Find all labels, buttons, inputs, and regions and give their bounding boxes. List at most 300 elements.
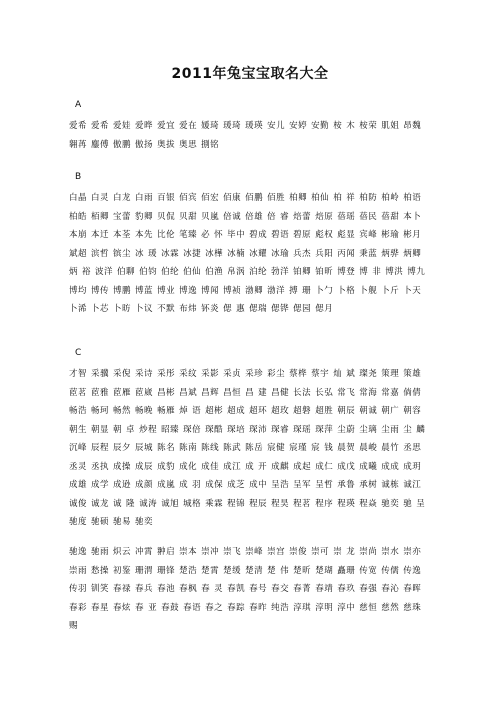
name-token: 程锦 [227, 498, 246, 509]
name-token: 畅雁 [157, 406, 176, 416]
name-token: 偲月 [315, 304, 334, 314]
name-token: 春池 [157, 584, 176, 594]
name-token: 卓 [126, 424, 136, 435]
name-token: 春强 [359, 584, 378, 594]
section-b [69, 169, 435, 319]
name-token: 珊渭 [135, 565, 154, 576]
name-token: 炒程 [139, 424, 158, 435]
name-token: 春交 [271, 584, 290, 594]
name-token: 卜议 [135, 304, 154, 314]
name-token: 程昊 [271, 498, 290, 509]
name-list [69, 189, 435, 319]
name-token: 呈哲 [315, 480, 334, 490]
name-token: 安勤 [311, 121, 330, 131]
name-token: 茝雁 [113, 387, 132, 398]
name-token: 春号 [249, 584, 268, 594]
name-token: 朝诚 [359, 406, 378, 416]
name-token: 碧成 [249, 230, 268, 240]
name-token: 偲园 [293, 304, 312, 314]
name-token: 承树 [359, 480, 378, 490]
name-token: 成操 [113, 461, 132, 472]
name-token: 琛萍 [315, 424, 334, 435]
name-token: 崇 [333, 547, 343, 557]
name-token: 佰宾 [179, 193, 198, 203]
name-token: 博闻 [201, 285, 220, 296]
name-token: 呈 [416, 498, 426, 509]
name-token: 冰 [135, 248, 145, 259]
name-token: 驰奕 [381, 498, 400, 509]
name-token: 慈然 [381, 602, 400, 613]
name-token: 博传 [91, 285, 110, 296]
name-token: 春禄 [113, 584, 132, 594]
name-token: 楚清 [245, 565, 264, 576]
name-token: 畅珂 [91, 406, 110, 416]
name-token: 陈线 [201, 443, 220, 453]
name-token: 白晶 [69, 193, 88, 203]
name-token: 陈南 [179, 443, 198, 453]
name-token: 斌 [346, 369, 356, 379]
name-token: 蔡宇 [311, 369, 330, 379]
name-token: 成起 [293, 461, 312, 472]
name-token: 朝显 [91, 424, 110, 435]
name-token: 伯纶 [161, 267, 180, 277]
name-token: 尘蔚 [337, 424, 356, 435]
name-token: 贝侃 [157, 211, 176, 222]
name-token: 淳中 [337, 602, 356, 613]
name-token: 木 [346, 121, 356, 131]
name-token: 朝容 [403, 406, 422, 416]
name-token: 睿 [280, 211, 290, 222]
name-token: 淳琪 [293, 602, 312, 613]
name-token: 春 [135, 602, 145, 613]
name-token: 崇飞 [223, 547, 242, 557]
name-token: 珊锋 [157, 565, 176, 576]
name-token: 傲鹏 [113, 139, 132, 150]
name-token: 柏语 [403, 193, 422, 203]
name-token: 崇本 [179, 547, 198, 557]
name-token: 采影 [201, 369, 220, 379]
name-token: 传逸 [403, 565, 422, 576]
name-token: 春踪 [227, 602, 246, 613]
name-token: 语 [192, 406, 202, 416]
name-token: 博洪 [385, 267, 404, 277]
name-token: 沉峰 [69, 443, 88, 453]
name-token: 楚瑚 [315, 565, 334, 576]
name-token: 渤卿 [245, 285, 264, 296]
name-token: 朝广 [381, 406, 400, 416]
name-token: 白雨 [135, 193, 154, 203]
name-token: 博蓝 [135, 285, 154, 296]
name-token: 倘倩 [403, 387, 422, 398]
name-token: 驰度 [69, 517, 88, 527]
name-token: 崇雨 [69, 565, 88, 576]
name-token: 炽云 [113, 547, 132, 557]
name-token: 崇宫 [267, 547, 286, 557]
name-token: 钱 [324, 443, 334, 453]
name-token: 乘霖 [205, 498, 224, 509]
name-token: 采诗 [135, 369, 154, 379]
name-token: 羽 [192, 480, 202, 490]
name-token: 春兵 [135, 584, 154, 594]
name-token: 兵杰 [293, 248, 312, 259]
name-token: 斌超 [69, 248, 88, 259]
name-token: 佰胜 [267, 193, 286, 203]
name-token: 开 [258, 461, 268, 472]
name-token: 惠 [236, 304, 246, 314]
name-token: 驰奕 [135, 517, 154, 527]
name-token: 奥拔 [157, 139, 176, 150]
name-token: 春彩 [69, 602, 88, 613]
name-token: 春靖 [315, 584, 334, 594]
name-token: 成佳 [201, 461, 220, 472]
name-token: 辰城 [135, 443, 154, 453]
name-token: 秉蓝 [359, 248, 378, 259]
name-token: 本卜 [403, 211, 422, 222]
name-token: 春晖 [403, 584, 422, 594]
name-token: 桉 [333, 121, 343, 131]
section-a [69, 97, 435, 154]
name-token: 昌彬 [157, 387, 176, 398]
name-token: 渤洋 [267, 285, 286, 296]
name-token: 承鲁 [337, 480, 356, 490]
name-token: 崇峰 [245, 547, 264, 557]
name-token: 辰夕 [113, 443, 132, 453]
name-token: 愁操 [91, 565, 110, 576]
name-token: 崇亦 [403, 547, 422, 557]
name-token: 诚 [113, 498, 123, 509]
name-token: 超环 [249, 406, 268, 416]
name-token: 超成 [227, 406, 246, 416]
name-token: 昌恒 [223, 387, 242, 398]
name-token: 冲霄 [135, 547, 154, 557]
name-token: 成仁 [315, 461, 334, 472]
name-token: 翀启 [157, 547, 176, 557]
name-token: 倍诚 [223, 211, 242, 222]
name-token: 爱在 [179, 121, 198, 131]
name-token: 尘璃 [359, 424, 378, 435]
name-token: 冰捷 [183, 248, 202, 259]
name-token: 陈岳 [245, 443, 264, 453]
name-token: 宸健 [267, 443, 286, 453]
name-token: 伯钧 [139, 267, 158, 277]
name-token: 琛睿 [271, 424, 290, 435]
name-token: 成雄 [69, 480, 88, 490]
name-token: 茝茗 [69, 387, 88, 398]
name-token: 常海 [359, 387, 378, 398]
name-token: 茝崴 [135, 387, 154, 398]
name-token: 博登 [337, 267, 356, 277]
name-token: 采倪 [113, 369, 132, 379]
name-token: 爱晔 [135, 121, 154, 131]
name-token: 程茗 [293, 498, 312, 509]
name-token: 彬月 [403, 230, 422, 240]
name-token: 搏 [289, 285, 299, 296]
name-token: 焙原 [315, 211, 334, 222]
name-token: 春 [201, 584, 211, 594]
section-letter: C [75, 348, 82, 358]
name-token: 比伦 [157, 230, 176, 240]
name-token: 伯聊 [117, 267, 136, 277]
name-token: 博鹏 [113, 285, 132, 296]
name-token: 传宽 [359, 565, 378, 576]
name-token: 畅浩 [69, 406, 88, 416]
name-token: 采贞 [223, 369, 242, 379]
name-token: 卜昉 [113, 304, 132, 314]
name-token: 春星 [91, 602, 110, 613]
name-token: 博逸 [179, 285, 198, 296]
section-letter: A [75, 100, 82, 110]
name-token: 桉荣 [359, 121, 378, 131]
name-token: 驰易 [113, 517, 132, 527]
name-token: 不默 [157, 304, 176, 314]
name-token: 丞执 [91, 461, 110, 472]
section-letter: B [75, 172, 82, 182]
name-token: 常飞 [337, 387, 356, 398]
name-token: 昌 [245, 387, 255, 398]
name-token: 宝蕾 [113, 211, 132, 222]
name-token: 贝甜 [179, 211, 198, 222]
name-token: 偲铧 [271, 304, 290, 314]
name-token: 彬瑜 [381, 230, 400, 240]
name-token: 龙 [346, 547, 356, 557]
name-token: 怀 [214, 230, 224, 240]
name-token: 柏岭 [381, 193, 400, 203]
name-token: 麟 [416, 424, 426, 435]
name-token: 楚浩 [179, 565, 198, 576]
name-token: 昌斌 [179, 387, 198, 398]
name-token: 楚昕 [293, 565, 312, 576]
name-token: 琛酷 [205, 424, 224, 435]
name-token: 焯 [179, 406, 189, 416]
name-token: 安婷 [289, 121, 308, 131]
name-token: 珊 [302, 285, 312, 296]
name-token: 程瑛 [337, 498, 356, 509]
name-token: 倍雄 [245, 211, 264, 222]
name-token: 彪权 [315, 230, 334, 240]
name-token: 冰霖 [161, 248, 180, 259]
name-token: 豹卿 [135, 211, 154, 222]
name-token: 采纹 [179, 369, 198, 379]
name-token: 瑗琦 [223, 121, 242, 131]
name-token: 成中 [249, 480, 268, 490]
name-token: 春枫 [179, 584, 198, 594]
name-token: 宸瑾 [289, 443, 308, 453]
name-token: 柏卿 [289, 193, 308, 203]
name-token: 慈恒 [359, 602, 378, 613]
name-token: 卜天 [403, 285, 422, 296]
name-token: 春凯 [227, 584, 246, 594]
name-token: 超彬 [205, 406, 224, 416]
name-token: 爱希 [69, 121, 88, 131]
name-token: 媛琦 [201, 121, 220, 131]
name-token: 本迁 [91, 230, 110, 240]
name-token: 琛培 [227, 424, 246, 435]
name-token: 成江 [223, 461, 242, 472]
name-token: 传羽 [69, 584, 88, 594]
name-token: 诚江 [403, 480, 422, 490]
name-token: 崇尚 [359, 547, 378, 557]
name-token: 才智 [69, 369, 88, 379]
name-token: 成化 [179, 461, 198, 472]
name-token: 超胜 [315, 406, 334, 416]
name-token: 伯仙 [183, 267, 202, 277]
name-token: 成颜 [135, 480, 154, 490]
name-token: 成逊 [113, 480, 132, 490]
name-token: 诚旭 [161, 498, 180, 509]
name-token: 本先 [135, 230, 154, 240]
section-c-continued [69, 543, 435, 636]
name-token: 彩尘 [267, 369, 286, 379]
name-token: 铂昕 [315, 267, 334, 277]
name-token: 成 [245, 461, 255, 472]
name-token: 炳骅 [381, 248, 400, 259]
name-token: 春之 [205, 602, 224, 613]
name-token: 成麒 [271, 461, 290, 472]
name-token: 奥思 [179, 139, 198, 150]
name-token: 鏖傅 [91, 139, 110, 150]
name-token: 晨峻 [359, 443, 378, 453]
name-token: 楚 [267, 565, 277, 576]
name-token: 伯渔 [205, 267, 224, 277]
name-token: 矗珊 [337, 565, 356, 576]
name-token: 冰楠 [227, 248, 246, 259]
name-token: 诚涛 [139, 498, 158, 509]
name-token: 昌健 [271, 387, 290, 398]
name-token: 昂魏 [403, 121, 422, 131]
name-token: 纯浩 [271, 602, 290, 613]
name-token: 丞思 [403, 443, 422, 453]
name-token: 捌铭 [201, 139, 220, 150]
name-token: 炳 [69, 267, 79, 277]
name-token: 冰耀 [249, 248, 268, 259]
name-token: 长法 [293, 387, 312, 398]
name-token: 程辰 [249, 498, 268, 509]
name-token: 畅然 [113, 406, 132, 416]
name-token: 偲瑞 [249, 304, 268, 314]
name-token: 必 [201, 230, 211, 240]
name-token: 百银 [157, 193, 176, 203]
name-token: 卜芯 [91, 304, 110, 314]
name-token: 诚栋 [381, 480, 400, 490]
name-token: 帛涡 [227, 267, 246, 277]
name-token: 春炫 [113, 602, 132, 613]
name-token: 祥 [346, 193, 356, 203]
name-token: 博 [359, 267, 369, 277]
name-token: 博均 [69, 285, 88, 296]
name-token: 超磐 [293, 406, 312, 416]
name-list [69, 117, 435, 154]
name-token: 佰鹏 [245, 193, 264, 203]
name-token: 炳卿 [403, 248, 422, 259]
name-token: 初鉴 [113, 565, 132, 576]
name-token: 亚 [148, 602, 158, 613]
name-token: 采骥 [91, 369, 110, 379]
name-token: 隆 [126, 498, 136, 509]
name-token: 栢卿 [91, 211, 110, 222]
name-token: 宸 [311, 443, 321, 453]
name-token: 宾峰 [359, 230, 378, 240]
name-token: 非 [372, 267, 382, 277]
name-token: 崇可 [311, 547, 330, 557]
name-token: 琛瑶 [293, 424, 312, 435]
name-token: 钏笑 [91, 584, 110, 594]
page-title: 2011年兔宝宝取名大全 [171, 66, 329, 82]
name-token: 成芝 [227, 480, 246, 490]
name-token: 赐 [69, 621, 79, 631]
name-token: 滨哲 [91, 248, 110, 259]
name-token: 昌辉 [201, 387, 220, 398]
name-token: 毕中 [227, 230, 246, 240]
name-token: 翱苒 [69, 139, 88, 150]
name-token: 琛沛 [249, 424, 268, 435]
name-token: 朝辰 [337, 406, 356, 416]
name-token: 瑗 [148, 248, 158, 259]
name-token: 朝 [113, 424, 123, 435]
name-token: 爱宜 [157, 121, 176, 131]
name-token: 采珍 [245, 369, 264, 379]
name-token: 诚俊 [69, 498, 88, 509]
name-token: 卜斤 [381, 285, 400, 296]
name-token: 淳明 [315, 602, 334, 613]
name-token: 璨尧 [359, 369, 378, 379]
name-token: 成辰 [135, 461, 154, 472]
name-token: 卜勹 [315, 285, 334, 296]
name-token: 佰康 [223, 193, 242, 203]
name-token: 白龙 [113, 193, 132, 203]
name-token: 焙蕾 [293, 211, 312, 222]
name-token: 采彤 [157, 369, 176, 379]
name-token: 呈浩 [271, 480, 290, 490]
name-token: 钚炎 [201, 304, 220, 314]
name-token: 卜舰 [359, 285, 378, 296]
name-token: 偲 [223, 304, 233, 314]
name-token: 晨贺 [337, 443, 356, 453]
name-token: 驰逸 [69, 547, 88, 557]
name-token: 柏 [333, 193, 343, 203]
name-token: 傲扬 [135, 139, 154, 150]
name-token: 传儒 [381, 565, 400, 576]
name-token: 楚缓 [223, 565, 242, 576]
name-token: 春玖 [337, 584, 356, 594]
name-token: 伟 [280, 565, 290, 576]
name-token: 朝生 [69, 424, 88, 435]
name-token: 碧原 [293, 230, 312, 240]
name-token: 慈珠 [403, 602, 422, 613]
name-token: 兵阳 [315, 248, 334, 259]
name-token: 爱娃 [113, 121, 132, 131]
name-token: 铂卿 [293, 267, 312, 277]
name-token: 程焱 [359, 498, 378, 509]
name-token: 贝嵐 [201, 211, 220, 222]
name-token: 春语 [183, 602, 202, 613]
name-token: 白灵 [91, 193, 110, 203]
name-token: 柏皓 [69, 211, 88, 222]
name-token: 春鼓 [161, 602, 180, 613]
name-token: 成豹 [157, 461, 176, 472]
name-token: 博业 [157, 285, 176, 296]
name-token: 陈名 [157, 443, 176, 453]
name-token: 勃洋 [271, 267, 290, 277]
name-token: 成嵐 [157, 480, 176, 490]
name-token: 冰樺 [205, 248, 224, 259]
name-token: 裕 [82, 267, 92, 277]
name-token: 尘雨 [381, 424, 400, 435]
name-token: 成曦 [359, 461, 378, 472]
name-token: 柏防 [359, 193, 378, 203]
name-token: 策理 [381, 369, 400, 379]
name-token: 崇水 [381, 547, 400, 557]
name-token: 策雄 [403, 369, 422, 379]
